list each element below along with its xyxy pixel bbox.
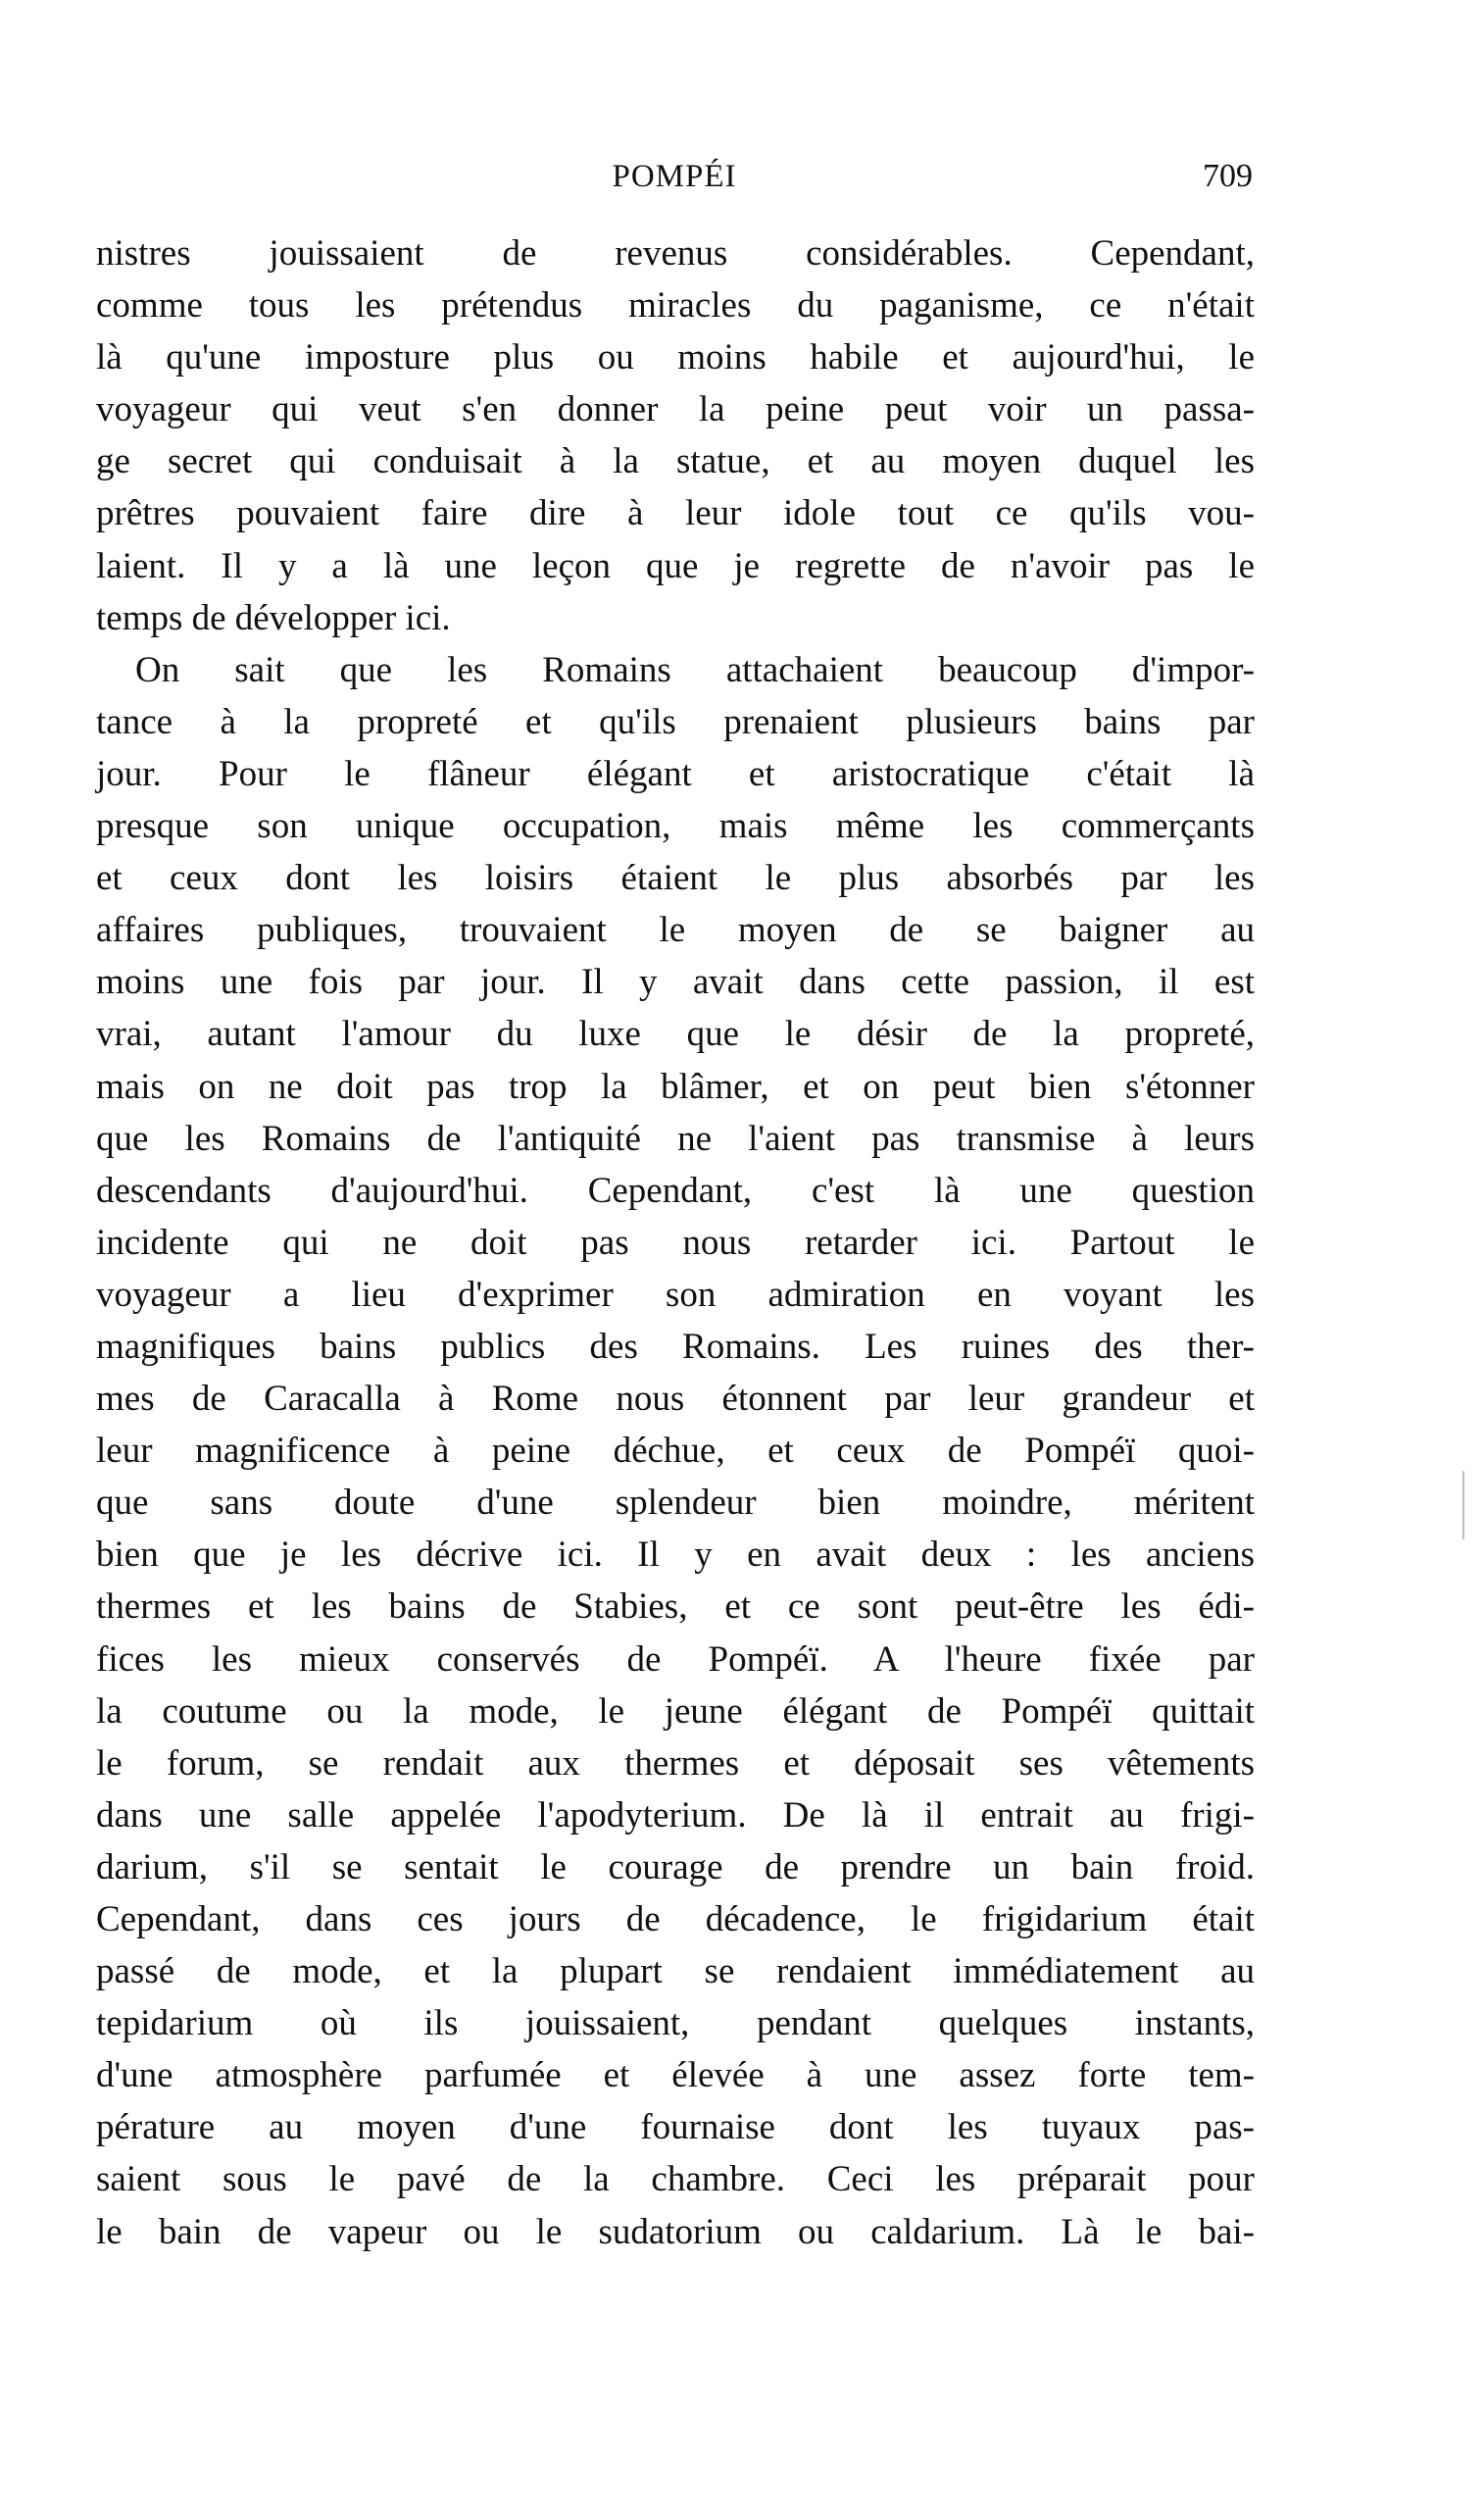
text-line: temps de développer ici. xyxy=(96,597,451,638)
text-line: presque son unique occupation, mais même les commerçants xyxy=(96,806,1255,847)
text-line: vrai, autant l'amour du luxe que le désir de la propreté, xyxy=(96,1014,1255,1055)
text-line: dans une salle appelée l'apodyterium. De là il entrait au frigi- xyxy=(96,1794,1255,1836)
text-line: On sait que les Romains attachaient beaucoup d'impor- xyxy=(135,649,1255,690)
text-line: bien que je les décrive ici. Il y en avait deux : les anciens xyxy=(96,1535,1255,1576)
text-line: mais on ne doit pas trop la blâmer, et on peut bien s'étonner xyxy=(96,1066,1255,1107)
text-line: ge secret qui conduisait à la statue, et au moyen duquel les xyxy=(96,441,1255,482)
text-line: moins une fois par jour. Il y avait dans cette passion, il est xyxy=(96,962,1255,1003)
text-line: Cependant, dans ces jours de décadence, le frigidarium était xyxy=(96,1899,1255,1939)
text-line: que sans doute d'une splendeur bien moindre, méritent xyxy=(96,1483,1255,1524)
text-line: pérature au moyen d'une fournaise dont les tuyaux pas- xyxy=(96,2107,1255,2148)
text-line: le forum, se rendait aux thermes et déposait ses vêtements xyxy=(96,1742,1255,1784)
text-line: le bain de vapeur ou le sudatorium ou caldarium. Là le bai- xyxy=(96,2211,1255,2252)
text-line: que les Romains de l'antiquité ne l'aient pas transmise à leurs xyxy=(96,1118,1255,1159)
text-line: prêtres pouvaient faire dire à leur idole tout ce qu'ils vou- xyxy=(96,493,1255,534)
text-line: incidente qui ne doit pas nous retarder ici. Partout le xyxy=(96,1222,1255,1263)
text-line: voyageur qui veut s'en donner la peine peut voir un passa- xyxy=(96,389,1255,430)
running-head xyxy=(96,152,1253,201)
text-line: laient. Il y a là une leçon que je regrette de n'avoir pas le xyxy=(96,545,1255,586)
text-line: leur magnificence à peine déchue, et ceux de Pompéï quoi- xyxy=(96,1431,1255,1472)
text-line: saient sous le pavé de la chambre. Ceci les préparait pour xyxy=(96,2159,1255,2200)
text-line: affaires publiques, trouvaient le moyen de se baigner au xyxy=(96,910,1255,951)
running-title: POMPÉI xyxy=(612,159,737,194)
text-line: passé de mode, et la plupart se rendaient immédiatement au xyxy=(96,1951,1255,1992)
text-line: thermes et les bains de Stabies, et ce sont peut-être les édi- xyxy=(96,1586,1255,1628)
body-text xyxy=(96,227,1255,2258)
text-line: là qu'une imposture plus ou moins habile et aujourd'hui, le xyxy=(96,337,1255,378)
text-line: comme tous les prétendus miracles du paganisme, ce n'était xyxy=(96,285,1255,327)
text-line: mes de Caracalla à Rome nous étonnent par leur grandeur et xyxy=(96,1379,1255,1420)
text-line: nistres jouissaient de revenus considérables. Cependant, xyxy=(96,233,1255,274)
text-line: magnifiques bains publics des Romains. Les ruines des ther- xyxy=(96,1326,1255,1367)
text-line: fices les mieux conservés de Pompéï. A l'heure fixée par xyxy=(96,1638,1255,1680)
text-line: descendants d'aujourd'hui. Cependant, c'est là une question xyxy=(96,1170,1255,1211)
text-line: voyageur a lieu d'exprimer son admiration en voyant les xyxy=(96,1274,1255,1315)
text-line: jour. Pour le flâneur élégant et aristocratique c'était là xyxy=(96,753,1255,794)
scan-edge-mark xyxy=(1462,1471,1464,1539)
text-line: la coutume ou la mode, le jeune élégant de Pompéï quittait xyxy=(96,1690,1255,1732)
page-number: 709 xyxy=(1203,158,1253,194)
text-line: et ceux dont les loisirs étaient le plus absorbés par les xyxy=(96,858,1255,899)
text-line: d'une atmosphère parfumée et élevée à une assez forte tem- xyxy=(96,2055,1255,2096)
text-line: tepidarium où ils jouissaient, pendant quelques instants, xyxy=(96,2003,1255,2044)
text-line: tance à la propreté et qu'ils prenaient plusieurs bains par xyxy=(96,701,1255,742)
text-line: darium, s'il se sentait le courage de prendre un bain froid. xyxy=(96,1846,1255,1887)
